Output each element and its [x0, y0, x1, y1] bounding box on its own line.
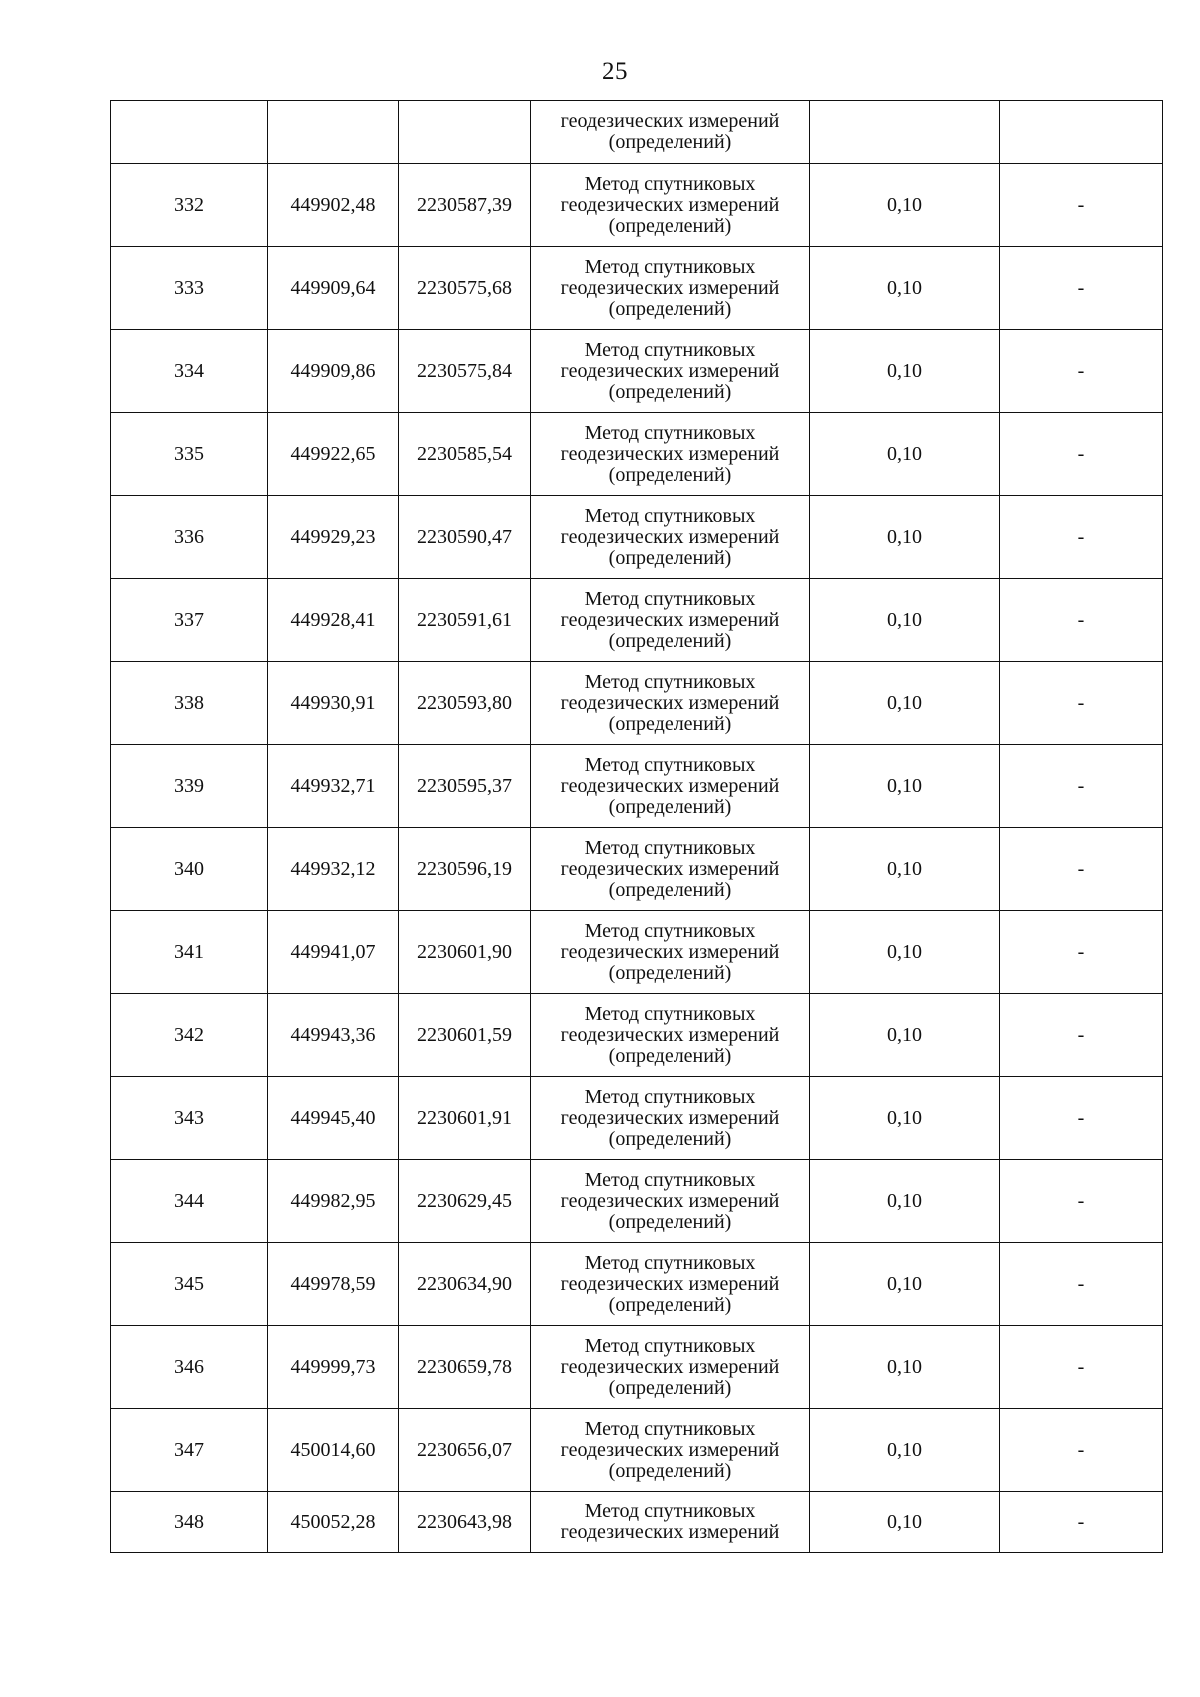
table-row: [111, 1160, 1163, 1243]
y-coordinate-cell: 2230629,45: [399, 1160, 531, 1243]
method-line: Метод спутниковых: [584, 919, 756, 942]
point-number-cell: 345: [111, 1243, 268, 1326]
method-line: геодезических измерений: [560, 691, 780, 714]
point-number-cell: 336: [111, 496, 268, 579]
accuracy-cell: 0,10: [810, 579, 1000, 662]
method-line: (определений): [608, 1210, 732, 1233]
x-coordinate-cell: 449909,86: [268, 330, 399, 413]
method-line: (определений): [608, 795, 732, 818]
note-cell: -: [1000, 662, 1163, 745]
point-number-cell: 348: [111, 1492, 268, 1553]
method-line: Метод спутниковых: [584, 753, 756, 776]
method-line: (определений): [608, 131, 732, 153]
point-number-cell: 346: [111, 1326, 268, 1409]
y-coordinate-cell: 2230596,19: [399, 828, 531, 911]
table-row: [111, 828, 1163, 911]
method-line: (определений): [608, 1293, 732, 1316]
table-row: [111, 496, 1163, 579]
method-line: геодезических измерений: [560, 1438, 780, 1461]
point-number-cell: 334: [111, 330, 268, 413]
accuracy-cell: 0,10: [810, 994, 1000, 1077]
accuracy-cell: 0,10: [810, 413, 1000, 496]
accuracy-cell: [810, 101, 1000, 164]
table-row: [111, 247, 1163, 330]
y-coordinate-cell: 2230593,80: [399, 662, 531, 745]
method-line: Метод спутниковых: [584, 587, 756, 610]
method-cell: [531, 101, 810, 164]
accuracy-cell: 0,10: [810, 1492, 1000, 1553]
y-coordinate-cell: [399, 101, 531, 164]
point-number-cell: 340: [111, 828, 268, 911]
method-cell: [531, 1409, 810, 1492]
method-line: геодезических измерений: [560, 1272, 780, 1295]
point-number-cell: 339: [111, 745, 268, 828]
accuracy-cell: 0,10: [810, 1326, 1000, 1409]
method-cell: [531, 994, 810, 1077]
accuracy-cell: 0,10: [810, 496, 1000, 579]
x-coordinate-cell: [268, 101, 399, 164]
y-coordinate-cell: 2230590,47: [399, 496, 531, 579]
point-number-cell: 347: [111, 1409, 268, 1492]
method-line: Метод спутниковых: [584, 1168, 756, 1191]
note-cell: -: [1000, 745, 1163, 828]
method-line: Метод спутниковых: [584, 1334, 756, 1357]
method-line: геодезических измерений: [560, 857, 780, 880]
method-cell: [531, 1326, 810, 1409]
x-coordinate-cell: 449945,40: [268, 1077, 399, 1160]
y-coordinate-cell: 2230634,90: [399, 1243, 531, 1326]
coordinates-table: [110, 100, 1163, 1553]
table-row: [111, 101, 1163, 164]
table-row: [111, 662, 1163, 745]
note-cell: -: [1000, 1409, 1163, 1492]
point-number-cell: 335: [111, 413, 268, 496]
method-line: (определений): [608, 214, 732, 237]
accuracy-cell: 0,10: [810, 164, 1000, 247]
note-cell: -: [1000, 413, 1163, 496]
x-coordinate-cell: 449932,12: [268, 828, 399, 911]
accuracy-cell: 0,10: [810, 662, 1000, 745]
note-cell: -: [1000, 164, 1163, 247]
method-line: (определений): [608, 380, 732, 403]
y-coordinate-cell: 2230591,61: [399, 579, 531, 662]
method-line: (определений): [608, 1376, 732, 1399]
table-row: [111, 579, 1163, 662]
method-line: Метод спутниковых: [584, 670, 756, 693]
point-number-cell: 338: [111, 662, 268, 745]
method-line: Метод спутниковых: [584, 1500, 756, 1522]
method-cell: [531, 579, 810, 662]
point-number-cell: 342: [111, 994, 268, 1077]
x-coordinate-cell: 449902,48: [268, 164, 399, 247]
table-row: [111, 164, 1163, 247]
point-number-cell: 337: [111, 579, 268, 662]
x-coordinate-cell: 449999,73: [268, 1326, 399, 1409]
accuracy-cell: 0,10: [810, 330, 1000, 413]
method-line: (определений): [608, 463, 732, 486]
table-row: [111, 994, 1163, 1077]
method-line: геодезических измерений: [560, 359, 780, 382]
method-line: геодезических измерений: [560, 442, 780, 465]
accuracy-cell: 0,10: [810, 1077, 1000, 1160]
table-row: [111, 745, 1163, 828]
method-cell: [531, 1077, 810, 1160]
method-line: (определений): [608, 1044, 732, 1067]
table-row: [111, 330, 1163, 413]
method-line: Метод спутниковых: [584, 1417, 756, 1440]
x-coordinate-cell: 449932,71: [268, 745, 399, 828]
x-coordinate-cell: 449929,23: [268, 496, 399, 579]
point-number-cell: 341: [111, 911, 268, 994]
method-line: геодезических измерений: [560, 1023, 780, 1046]
method-line: Метод спутниковых: [584, 1085, 756, 1108]
page-number: 25: [602, 58, 628, 85]
method-line: Метод спутниковых: [584, 172, 756, 195]
accuracy-cell: 0,10: [810, 1160, 1000, 1243]
method-cell: [531, 247, 810, 330]
note-cell: -: [1000, 247, 1163, 330]
method-line: Метод спутниковых: [584, 504, 756, 527]
point-number-cell: [111, 101, 268, 164]
y-coordinate-cell: 2230575,84: [399, 330, 531, 413]
table-row: [111, 911, 1163, 994]
method-line: (определений): [608, 297, 732, 320]
method-line: геодезических измерений: [560, 1521, 780, 1543]
method-cell: [531, 745, 810, 828]
y-coordinate-cell: 2230595,37: [399, 745, 531, 828]
method-line: геодезических измерений: [560, 1106, 780, 1129]
y-coordinate-cell: 2230601,91: [399, 1077, 531, 1160]
note-cell: -: [1000, 1492, 1163, 1553]
table-row: [111, 1077, 1163, 1160]
x-coordinate-cell: 449909,64: [268, 247, 399, 330]
x-coordinate-cell: 449930,91: [268, 662, 399, 745]
method-line: Метод спутниковых: [584, 1251, 756, 1274]
table-row: [111, 1409, 1163, 1492]
method-line: Метод спутниковых: [584, 421, 756, 444]
method-cell: [531, 496, 810, 579]
note-cell: -: [1000, 1160, 1163, 1243]
method-line: геодезических измерений: [560, 1189, 780, 1212]
method-line: Метод спутниковых: [584, 1002, 756, 1025]
note-cell: -: [1000, 1326, 1163, 1409]
method-line: (определений): [608, 546, 732, 569]
point-number-cell: 344: [111, 1160, 268, 1243]
method-line: (определений): [608, 629, 732, 652]
method-cell: [531, 1492, 810, 1553]
table-row: [111, 1492, 1163, 1553]
table-row: [111, 413, 1163, 496]
table-row: [111, 1326, 1163, 1409]
x-coordinate-cell: 449978,59: [268, 1243, 399, 1326]
method-line: геодезических измерений: [560, 110, 780, 132]
x-coordinate-cell: 449941,07: [268, 911, 399, 994]
note-cell: -: [1000, 330, 1163, 413]
accuracy-cell: 0,10: [810, 911, 1000, 994]
note-cell: -: [1000, 1243, 1163, 1326]
method-line: геодезических измерений: [560, 774, 780, 797]
method-cell: [531, 1243, 810, 1326]
method-line: Метод спутниковых: [584, 255, 756, 278]
note-cell: -: [1000, 994, 1163, 1077]
point-number-cell: 332: [111, 164, 268, 247]
method-cell: [531, 1160, 810, 1243]
method-cell: [531, 330, 810, 413]
method-cell: [531, 164, 810, 247]
method-cell: [531, 828, 810, 911]
method-line: Метод спутниковых: [584, 338, 756, 361]
x-coordinate-cell: 449982,95: [268, 1160, 399, 1243]
method-line: (определений): [608, 878, 732, 901]
method-line: геодезических измерений: [560, 940, 780, 963]
y-coordinate-cell: 2230643,98: [399, 1492, 531, 1553]
note-cell: -: [1000, 1077, 1163, 1160]
method-line: (определений): [608, 961, 732, 984]
accuracy-cell: 0,10: [810, 247, 1000, 330]
point-number-cell: 343: [111, 1077, 268, 1160]
method-line: геодезических измерений: [560, 276, 780, 299]
y-coordinate-cell: 2230587,39: [399, 164, 531, 247]
method-line: геодезических измерений: [560, 193, 780, 216]
accuracy-cell: 0,10: [810, 745, 1000, 828]
method-line: геодезических измерений: [560, 608, 780, 631]
y-coordinate-cell: 2230659,78: [399, 1326, 531, 1409]
note-cell: -: [1000, 579, 1163, 662]
x-coordinate-cell: 449943,36: [268, 994, 399, 1077]
y-coordinate-cell: 2230585,54: [399, 413, 531, 496]
x-coordinate-cell: 450052,28: [268, 1492, 399, 1553]
table-body: [111, 101, 1163, 1553]
accuracy-cell: 0,10: [810, 1409, 1000, 1492]
method-line: Метод спутниковых: [584, 836, 756, 859]
note-cell: -: [1000, 496, 1163, 579]
x-coordinate-cell: 450014,60: [268, 1409, 399, 1492]
method-line: (определений): [608, 1459, 732, 1482]
y-coordinate-cell: 2230601,90: [399, 911, 531, 994]
note-cell: [1000, 101, 1163, 164]
note-cell: -: [1000, 828, 1163, 911]
accuracy-cell: 0,10: [810, 828, 1000, 911]
method-line: (определений): [608, 1127, 732, 1150]
table-row: [111, 1243, 1163, 1326]
method-line: (определений): [608, 712, 732, 735]
method-cell: [531, 413, 810, 496]
x-coordinate-cell: 449928,41: [268, 579, 399, 662]
y-coordinate-cell: 2230601,59: [399, 994, 531, 1077]
note-cell: -: [1000, 911, 1163, 994]
y-coordinate-cell: 2230575,68: [399, 247, 531, 330]
method-line: геодезических измерений: [560, 1355, 780, 1378]
point-number-cell: 333: [111, 247, 268, 330]
method-cell: [531, 911, 810, 994]
y-coordinate-cell: 2230656,07: [399, 1409, 531, 1492]
accuracy-cell: 0,10: [810, 1243, 1000, 1326]
method-line: геодезических измерений: [560, 525, 780, 548]
x-coordinate-cell: 449922,65: [268, 413, 399, 496]
method-cell: [531, 662, 810, 745]
